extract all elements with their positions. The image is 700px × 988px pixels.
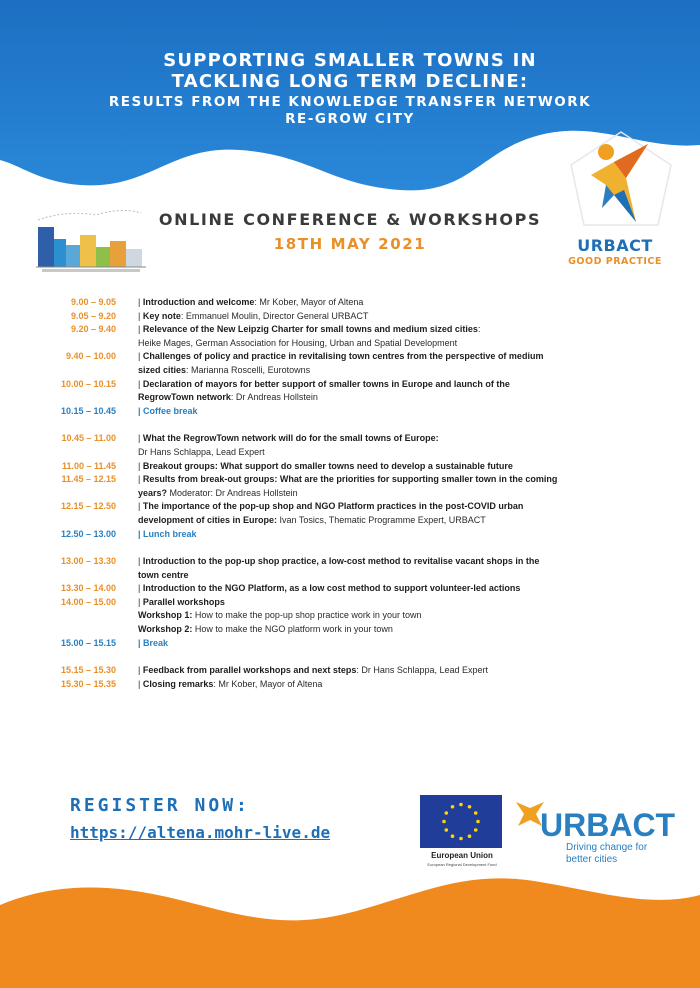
subtitle-line-1: RESULTS FROM THE KNOWLEDGE TRANSFER NETWORK xyxy=(108,94,592,110)
agenda-item xyxy=(0,310,700,324)
eu-label: European Union xyxy=(431,851,493,860)
agenda-item xyxy=(0,555,700,582)
agenda-item xyxy=(0,596,700,637)
good-practice-name: URBACT xyxy=(577,236,653,255)
urbact-tagline-line-2: better cities xyxy=(566,854,618,865)
agenda-separator: | xyxy=(138,637,144,648)
footer-wave xyxy=(0,860,700,988)
agenda-time: 9.05 – 9.20 xyxy=(70,310,116,321)
agenda-item xyxy=(0,678,700,692)
eu-star-icon xyxy=(459,803,463,807)
agenda-item xyxy=(0,460,700,474)
title-line-1: SUPPORTING SMALLER TOWNS IN xyxy=(163,50,537,71)
agenda-speaker: : Mr Kober, Mayor of Altena xyxy=(254,297,364,307)
agenda-title: Breakout groups: What support do smaller towns need to develop a sustainable future xyxy=(142,460,513,471)
agenda-title-cont: town centre xyxy=(138,569,189,580)
agenda-title: Introduction to the pop-up shop practice, a low-cost method to revitalise vacant shops in the xyxy=(142,556,540,567)
agenda-description: | Feedback from parallel workshops and next steps: Dr Hans Schlappa, Lead Expert xyxy=(138,665,488,676)
agenda-item xyxy=(0,432,700,459)
agenda-description: | Key note: Emmanuel Moulin, Director General URBACT xyxy=(138,310,369,321)
eu-star-icon xyxy=(444,811,448,815)
eu-fund-label: European Regional Development Fund xyxy=(427,862,497,867)
eu-star-icon xyxy=(476,820,480,824)
agenda-description: | Closing remarks: Mr Kober, Mayor of Altena xyxy=(138,678,323,689)
agenda-description: | Parallel workshops Workshop 1: How to make the pop-up shop practice work in your town Workshop 2: How to make the NGO platform work in your town xyxy=(138,596,422,635)
agenda-item xyxy=(0,664,700,678)
agenda-speaker: : Mr Kober, Mayor of Altena xyxy=(213,678,323,689)
workshop-label: Workshop 1: xyxy=(138,610,193,621)
agenda-time: 11.00 – 11.45 xyxy=(61,460,116,471)
eu-star-icon xyxy=(451,834,455,838)
eu-flag-icon xyxy=(420,795,502,848)
agenda-title: Relevance of the New Leipzig Charter for small towns and medium sized cities xyxy=(142,324,478,335)
agenda-title: Introduction and welcome xyxy=(142,297,255,307)
agenda-item xyxy=(0,350,700,377)
urbact-logo xyxy=(514,800,684,840)
eu-star-icon xyxy=(468,805,472,809)
agenda-speaker: Heike Mages, German Association for Housing, Urban and Spatial Development xyxy=(138,337,458,348)
agenda-time: 10.45 – 11.00 xyxy=(61,433,116,444)
agenda-separator: | xyxy=(138,528,144,539)
agenda-description xyxy=(138,528,638,542)
page-subtitle xyxy=(40,94,660,128)
good-practice-label: GOOD PRACTICE xyxy=(568,256,662,267)
agenda-speaker: Dr Hans Schlappa, Lead Expert xyxy=(138,446,265,457)
agenda-title: What the RegrowTown network will do for the small towns of Europe: xyxy=(142,433,439,444)
agenda-description: | Breakout groups: What support do smaller towns need to develop a sustainable future xyxy=(138,460,513,471)
eu-star-icon xyxy=(442,820,446,824)
agenda-break-label: Lunch break xyxy=(143,528,197,539)
agenda-item xyxy=(0,582,700,596)
agenda-time: 11.45 – 12.15 xyxy=(61,474,116,485)
agenda-spacer xyxy=(0,418,700,432)
agenda xyxy=(0,296,700,691)
agenda-description: | Relevance of the New Leipzig Charter for small towns and medium sized cities: Heike Mages, German Association for Housing, Urban and Spatial Development xyxy=(138,324,481,348)
agenda-item xyxy=(0,323,700,350)
agenda-description: | Introduction to the NGO Platform, as a low cost method to support volunteer-led actions xyxy=(138,583,521,594)
agenda-title: Declaration of mayors for better support of smaller towns in Europe and launch of the xyxy=(142,378,510,389)
agenda-description: | The importance of the pop-up shop and NGO Platform practices in the post-COVID urban development of cities in Europe: Ivan Tosics, Thematic Programme Expert, URBACT xyxy=(138,501,524,525)
agenda-spacer xyxy=(0,650,700,664)
urbact-logo-text: URBACT xyxy=(540,807,676,840)
agenda-description: | Challenges of policy and practice in revitalising town centres from the perspective of medium sized cities: Marianna Roscelli, Eurotowns xyxy=(138,351,544,375)
agenda-time: 10.00 – 10.15 xyxy=(60,378,116,389)
agenda-break-label: Coffee break xyxy=(143,405,198,416)
agenda-time: 13.30 – 14.00 xyxy=(60,583,116,594)
agenda-title: Parallel workshops xyxy=(142,596,225,607)
agenda-item xyxy=(0,500,700,527)
eu-star-icon xyxy=(474,828,478,832)
agenda-time: 10.15 – 10.45 xyxy=(60,405,116,416)
eu-star-icon xyxy=(468,834,472,838)
agenda-time: 15.15 – 15.30 xyxy=(60,665,116,676)
agenda-speaker: : Marianna Roscelli, Eurotowns xyxy=(186,364,311,375)
agenda-time: 15.00 – 15.15 xyxy=(60,637,116,648)
urbact-tagline-line-1: Driving change for xyxy=(566,842,648,853)
agenda-separator: | xyxy=(138,405,144,416)
agenda-description: | What the RegrowTown network will do for the small towns of Europe: Dr Hans Schlappa, Lead Expert xyxy=(138,433,439,457)
agenda-time: 12.15 – 12.50 xyxy=(60,501,116,512)
event-type: ONLINE CONFERENCE & WORKSHOPS xyxy=(158,210,542,229)
agenda-time: 9.40 – 10.00 xyxy=(65,351,116,362)
event-date: 18TH MAY 2021 xyxy=(273,235,427,253)
agenda-title: Introduction to the NGO Platform, as a low cost method to support volunteer-led actions xyxy=(142,583,521,594)
agenda-time: 15.30 – 15.35 xyxy=(60,678,116,689)
agenda-item xyxy=(0,637,700,651)
agenda-title-cont: sized cities xyxy=(138,364,187,375)
agenda-title: Closing remarks xyxy=(142,678,214,689)
agenda-item xyxy=(0,473,700,500)
agenda-description: | Declaration of mayors for better support of smaller towns in Europe and launch of the RegrowTown network: Dr Andreas Hollstein xyxy=(138,378,510,403)
agenda-time: 9.20 – 9.40 xyxy=(70,324,116,335)
agenda-time: 13.00 – 13.30 xyxy=(60,556,116,567)
agenda-speaker: Ivan Tosics, Thematic Programme Expert, URBACT xyxy=(277,514,486,525)
workshop-topic: How to make the pop-up shop practice work in your town xyxy=(192,610,422,621)
register-heading: REGISTER NOW: xyxy=(70,795,250,816)
workshop-label: Workshop 2: xyxy=(138,624,193,635)
agenda-item xyxy=(0,378,700,405)
subtitle-line-2: RE-GROW CITY xyxy=(285,111,415,127)
register-link[interactable]: https://altena.mohr-live.de xyxy=(70,823,331,842)
agenda-description: | Introduction to the pop-up shop practice, a low-cost method to revitalise vacant shops in the town centre xyxy=(138,556,540,580)
agenda-time: 14.00 – 15.00 xyxy=(60,596,116,607)
title-line-2: TACKLING LONG TERM DECLINE: xyxy=(171,71,529,92)
agenda-speaker: : xyxy=(477,324,481,335)
agenda-time: 12.50 – 13.00 xyxy=(60,528,116,539)
agenda-title: Feedback from parallel workshops and next steps xyxy=(142,665,357,676)
eu-star-icon xyxy=(444,828,448,832)
agenda-speaker: : Dr Andreas Hollstein xyxy=(230,392,318,403)
town-illustration xyxy=(36,205,146,275)
good-practice-star-icon xyxy=(566,130,676,240)
agenda-title-cont: years? xyxy=(138,487,168,498)
agenda-description: | Results from break-out groups: What are the priorities for supporting smaller town in the coming years? Moderator: Dr Andreas Hollstein xyxy=(138,474,558,498)
eu-star-icon xyxy=(459,837,463,841)
agenda-item xyxy=(0,296,700,310)
agenda-item xyxy=(0,405,700,419)
agenda-break-label: Break xyxy=(143,637,169,648)
agenda-speaker: : Dr Hans Schlappa, Lead Expert xyxy=(356,665,488,676)
agenda-title: Challenges of policy and practice in revitalising town centres from the perspective of medium xyxy=(142,351,544,362)
agenda-title: The importance of the pop-up shop and NGO Platform practices in the post-COVID urban xyxy=(142,501,524,512)
eu-star-icon xyxy=(474,811,478,815)
agenda-speaker: : Emmanuel Moulin, Director General URBACT xyxy=(180,310,369,321)
eu-star-icon xyxy=(451,805,455,809)
agenda-description xyxy=(138,405,638,419)
workshop-topic: How to make the NGO platform work in your town xyxy=(192,624,393,635)
agenda-description xyxy=(138,637,638,651)
agenda-spacer xyxy=(0,541,700,555)
agenda-item xyxy=(0,528,700,542)
agenda-time: 9.00 – 9.05 xyxy=(70,297,116,307)
agenda-title-cont: RegrowTown network xyxy=(138,392,231,403)
agenda-title: Results from break-out groups: What are the priorities for supporting smaller town in the coming xyxy=(142,474,558,485)
agenda-speaker: Moderator: Dr Andreas Hollstein xyxy=(167,487,298,498)
agenda-title: Key note xyxy=(142,310,181,321)
page-title xyxy=(40,50,660,92)
agenda-description: | Introduction and welcome: Mr Kober, Mayor of Altena xyxy=(138,297,364,307)
agenda-title-cont: development of cities in Europe: xyxy=(138,514,278,525)
